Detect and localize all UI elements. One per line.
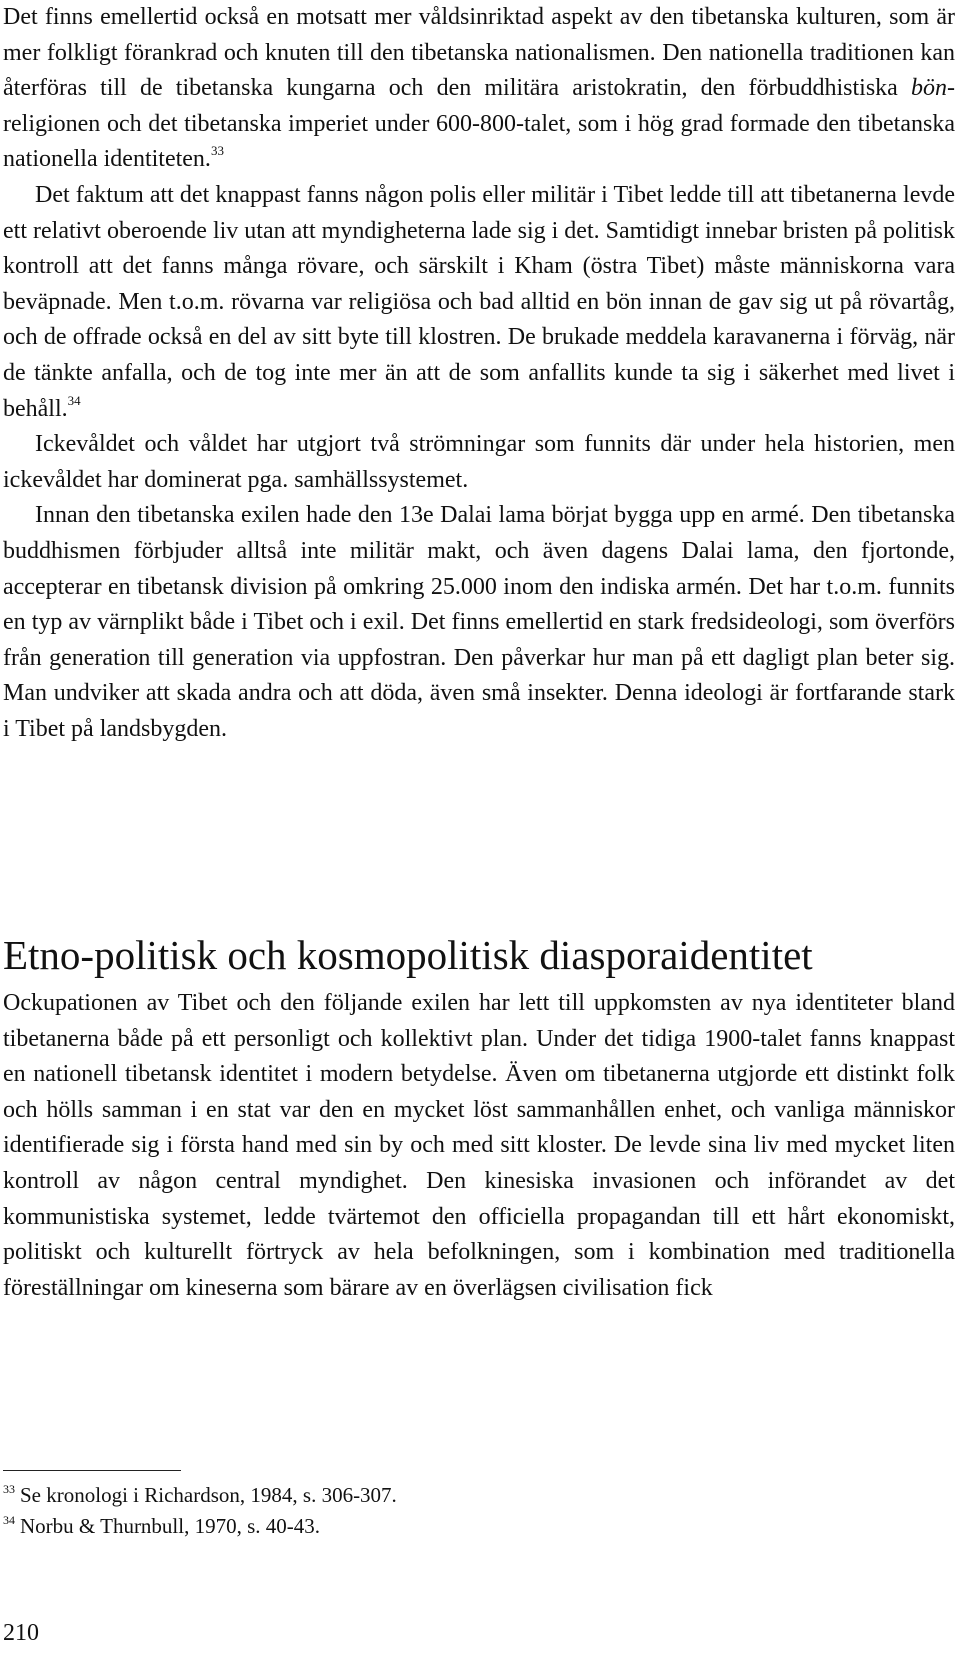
text-run: -religionen och det tibetanska imperiet under 600-800-talet, som i hög grad formade den tibetanska nationella identiteten. [3, 75, 955, 173]
paragraph [3, 178, 955, 427]
footnote-34 [3, 1511, 803, 1542]
footnote-number: 33 [3, 1482, 15, 1496]
paragraph: Ickevåldet och våldet har utgjort två strömningar som funnits där under hela historien, men ickevåldet har dominerat pga. samhällssystemet. [3, 431, 955, 493]
footnote-33 [3, 1480, 803, 1511]
footnote-text: Norbu & Thurnbull, 1970, s. 40-43. [20, 1514, 321, 1538]
italic-term: bön [911, 75, 947, 102]
section-2 [3, 986, 955, 1306]
footnote-divider [3, 1470, 181, 1471]
text-run: Det faktum att det knappast fanns någon polis eller militär i Tibet ledde till att tibetanerna levde ett relativt oberoende liv utan att myndigheterna lade sig i det. Samtidigt innebar bristen på politisk kontroll att det fanns många rövare, och särskilt i Kham (östra Tibet) måste människorna vara beväpnade. Men t.o.m. rövarna var religiösa och bad alltid en bön innan de gav sig ut på rövartåg, och de offrade också en del av sitt byte till klostren. De brukade meddela karavanerna i förväg, när de tänkte anfalla, och de tog inte mer än att de som anfallits kunde ta sig i säkerhet med livet i behåll. [3, 181, 955, 422]
text-run: Det finns emellertid också en motsatt mer våldsinriktad aspekt av den tibetanska kulturen, som är mer folkligt förankrad och knuten till den tibetanska nationalismen. Den nationella traditionen kan återföras till de tibetanska kungarna och den militära aristokratin, den förbuddhistiska [3, 4, 955, 102]
footnote-ref-33[interactable]: 33 [210, 143, 224, 159]
footnotes [3, 1480, 803, 1542]
footnote-ref-34[interactable]: 34 [67, 392, 81, 408]
section-1 [3, 0, 955, 747]
paragraph [3, 0, 955, 178]
paragraph: Innan den tibetanska exilen hade den 13e Dalai lama börjat bygga upp en armé. Den tibetanska buddhismen förbjuder alltså inte militär makt, och även dagens Dalai lama, den fjortonde, accepterar en tibetansk division på omkring 25.000 inom den indiska armén. Det har t.o.m. funnits en typ av värnplikt både i Tibet och i exil. Det finns emellertid en stark fredsideologi, som överförs från generation till generation via uppfostran. Den påverkar hur man på ett dagligt plan beter sig. Man undviker att skada andra och att döda, även små insekter. Denna ideologi är fortfarande stark i Tibet på landsbygden. [3, 502, 955, 742]
footnote-text: Se kronologi i Richardson, 1984, s. 306-307. [20, 1483, 397, 1507]
paragraph: Ockupationen av Tibet och den följande exilen har lett till uppkomsten av nya identiteter bland tibetanerna både på ett personligt och kollektivt plan. Under det tidiga 1900-talet fanns knappast en nationell tibetansk identitet i modern betydelse. Även om tibetanerna utgjorde ett distinkt folk och hölls samman i en stat var den en mycket löst sammanhållen enhet, och vanliga människor identifierade sig i första hand med sin by och med sitt kloster. De levde sina liv med mycket liten kontroll av någon central myndighet. Den kinesiska invasionen och införandet av det kommunistiska systemet, ledde tvärtemot den officiella propagandan till ett hårt ekonomiskt, politiskt och kulturellt förtryck av hela befolkningen, som i kombination med traditionella föreställningar om kineserna som bärare av en överlägsen civilisation fick [3, 990, 955, 1301]
page-number: 210 [3, 1620, 39, 1646]
footnote-number: 34 [3, 1513, 15, 1527]
section-heading: Etno-politisk och kosmopolitisk diasporaidentitet [3, 932, 813, 978]
